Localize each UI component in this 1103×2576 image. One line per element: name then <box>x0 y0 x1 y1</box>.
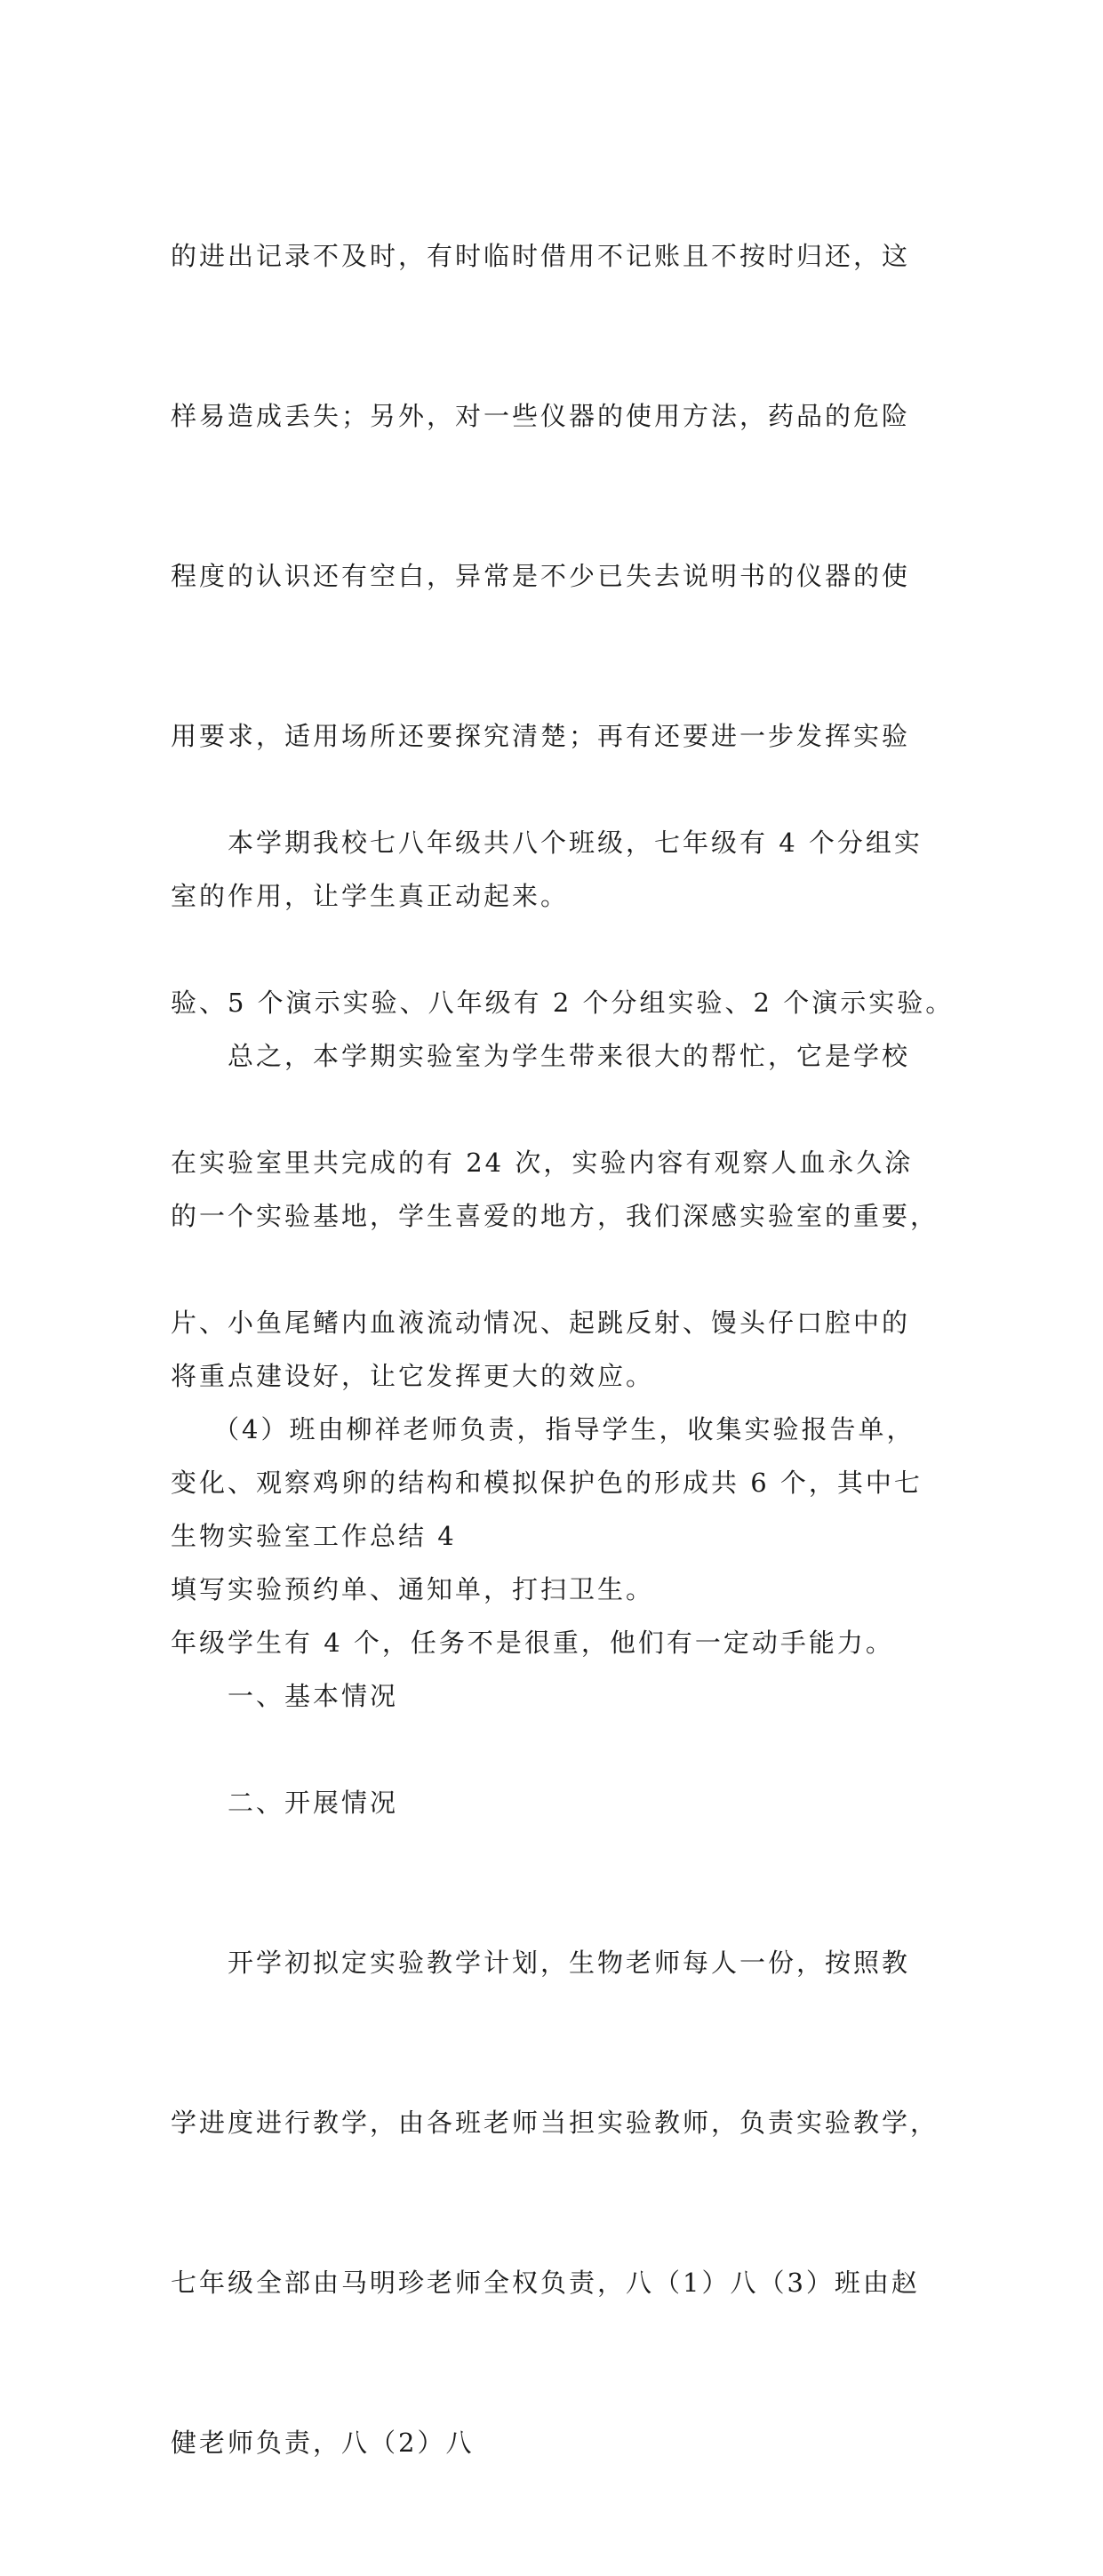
paragraph-block-3 <box>171 1296 933 1723</box>
text-line: （4）班由柳祥老师负责，指导学生，收集实验报告单， <box>213 1414 915 1444</box>
text-line: 本学期我校七八年级共八个班级，七年级有 4 个分组实 <box>228 828 923 858</box>
text-line: 片、小鱼尾鳍内血液流动情况、起跳反射、馒头仔口腔中的 <box>171 1308 911 1338</box>
text-line: 室的作用，让学生真正动起来。 <box>171 881 570 911</box>
text-line: 程度的认识还有空白，异常是不少已失去说明书的仪器的使 <box>171 561 911 591</box>
section-title: 生物实验室工作总结 4 <box>171 1521 457 1551</box>
text-line: 验、5 个演示实验、八年级有 2 个分组实验、2 个演示实验。 <box>171 988 955 1018</box>
text-line: 健老师负责，八（2）八 <box>171 2428 475 2458</box>
text-line: 将重点建设好，让它发挥更大的效应。 <box>171 1361 655 1391</box>
text-line: 样易造成丢失；另外，对一些仪器的使用方法，药品的危险 <box>171 401 911 431</box>
text-line: 七年级全部由马明珍老师全权负责，八（1）八（3）班由赵 <box>171 2268 920 2298</box>
text-line: 开学初拟定实验教学计划，生物老师每人一份，按照教 <box>228 1948 911 1978</box>
text-line: 学进度进行教学，由各班老师当担实验教师，负责实验教学， <box>171 2108 939 2138</box>
text-line: 变化、观察鸡卵的结构和模拟保护色的形成共 6 个，其中七 <box>171 1468 923 1498</box>
text-line: 总之，本学期实验室为学生带来很大的帮忙，它是学校 <box>228 1041 911 1071</box>
text-line: 的进出记录不及时，有时临时借用不记账且不按时归还，这 <box>171 241 911 271</box>
text-line: 年级学生有 4 个，任务不是很重，他们有一定动手能力。 <box>171 1628 894 1658</box>
section-heading: 一、基本情况 <box>228 1681 399 1711</box>
section-heading: 二、开展情况 <box>228 1788 399 1818</box>
text-line: 填写实验预约单、通知单，打扫卫生。 <box>171 1574 655 1604</box>
text-line: 的一个实验基地，学生喜爱的地方，我们深感实验室的重要， <box>171 1201 939 1231</box>
text-line: 用要求，适用场所还要探究清楚；再有还要进一步发挥实验 <box>171 721 911 751</box>
text-line: 在实验室里共完成的有 24 次，实验内容有观察人血永久涂 <box>171 1148 914 1178</box>
